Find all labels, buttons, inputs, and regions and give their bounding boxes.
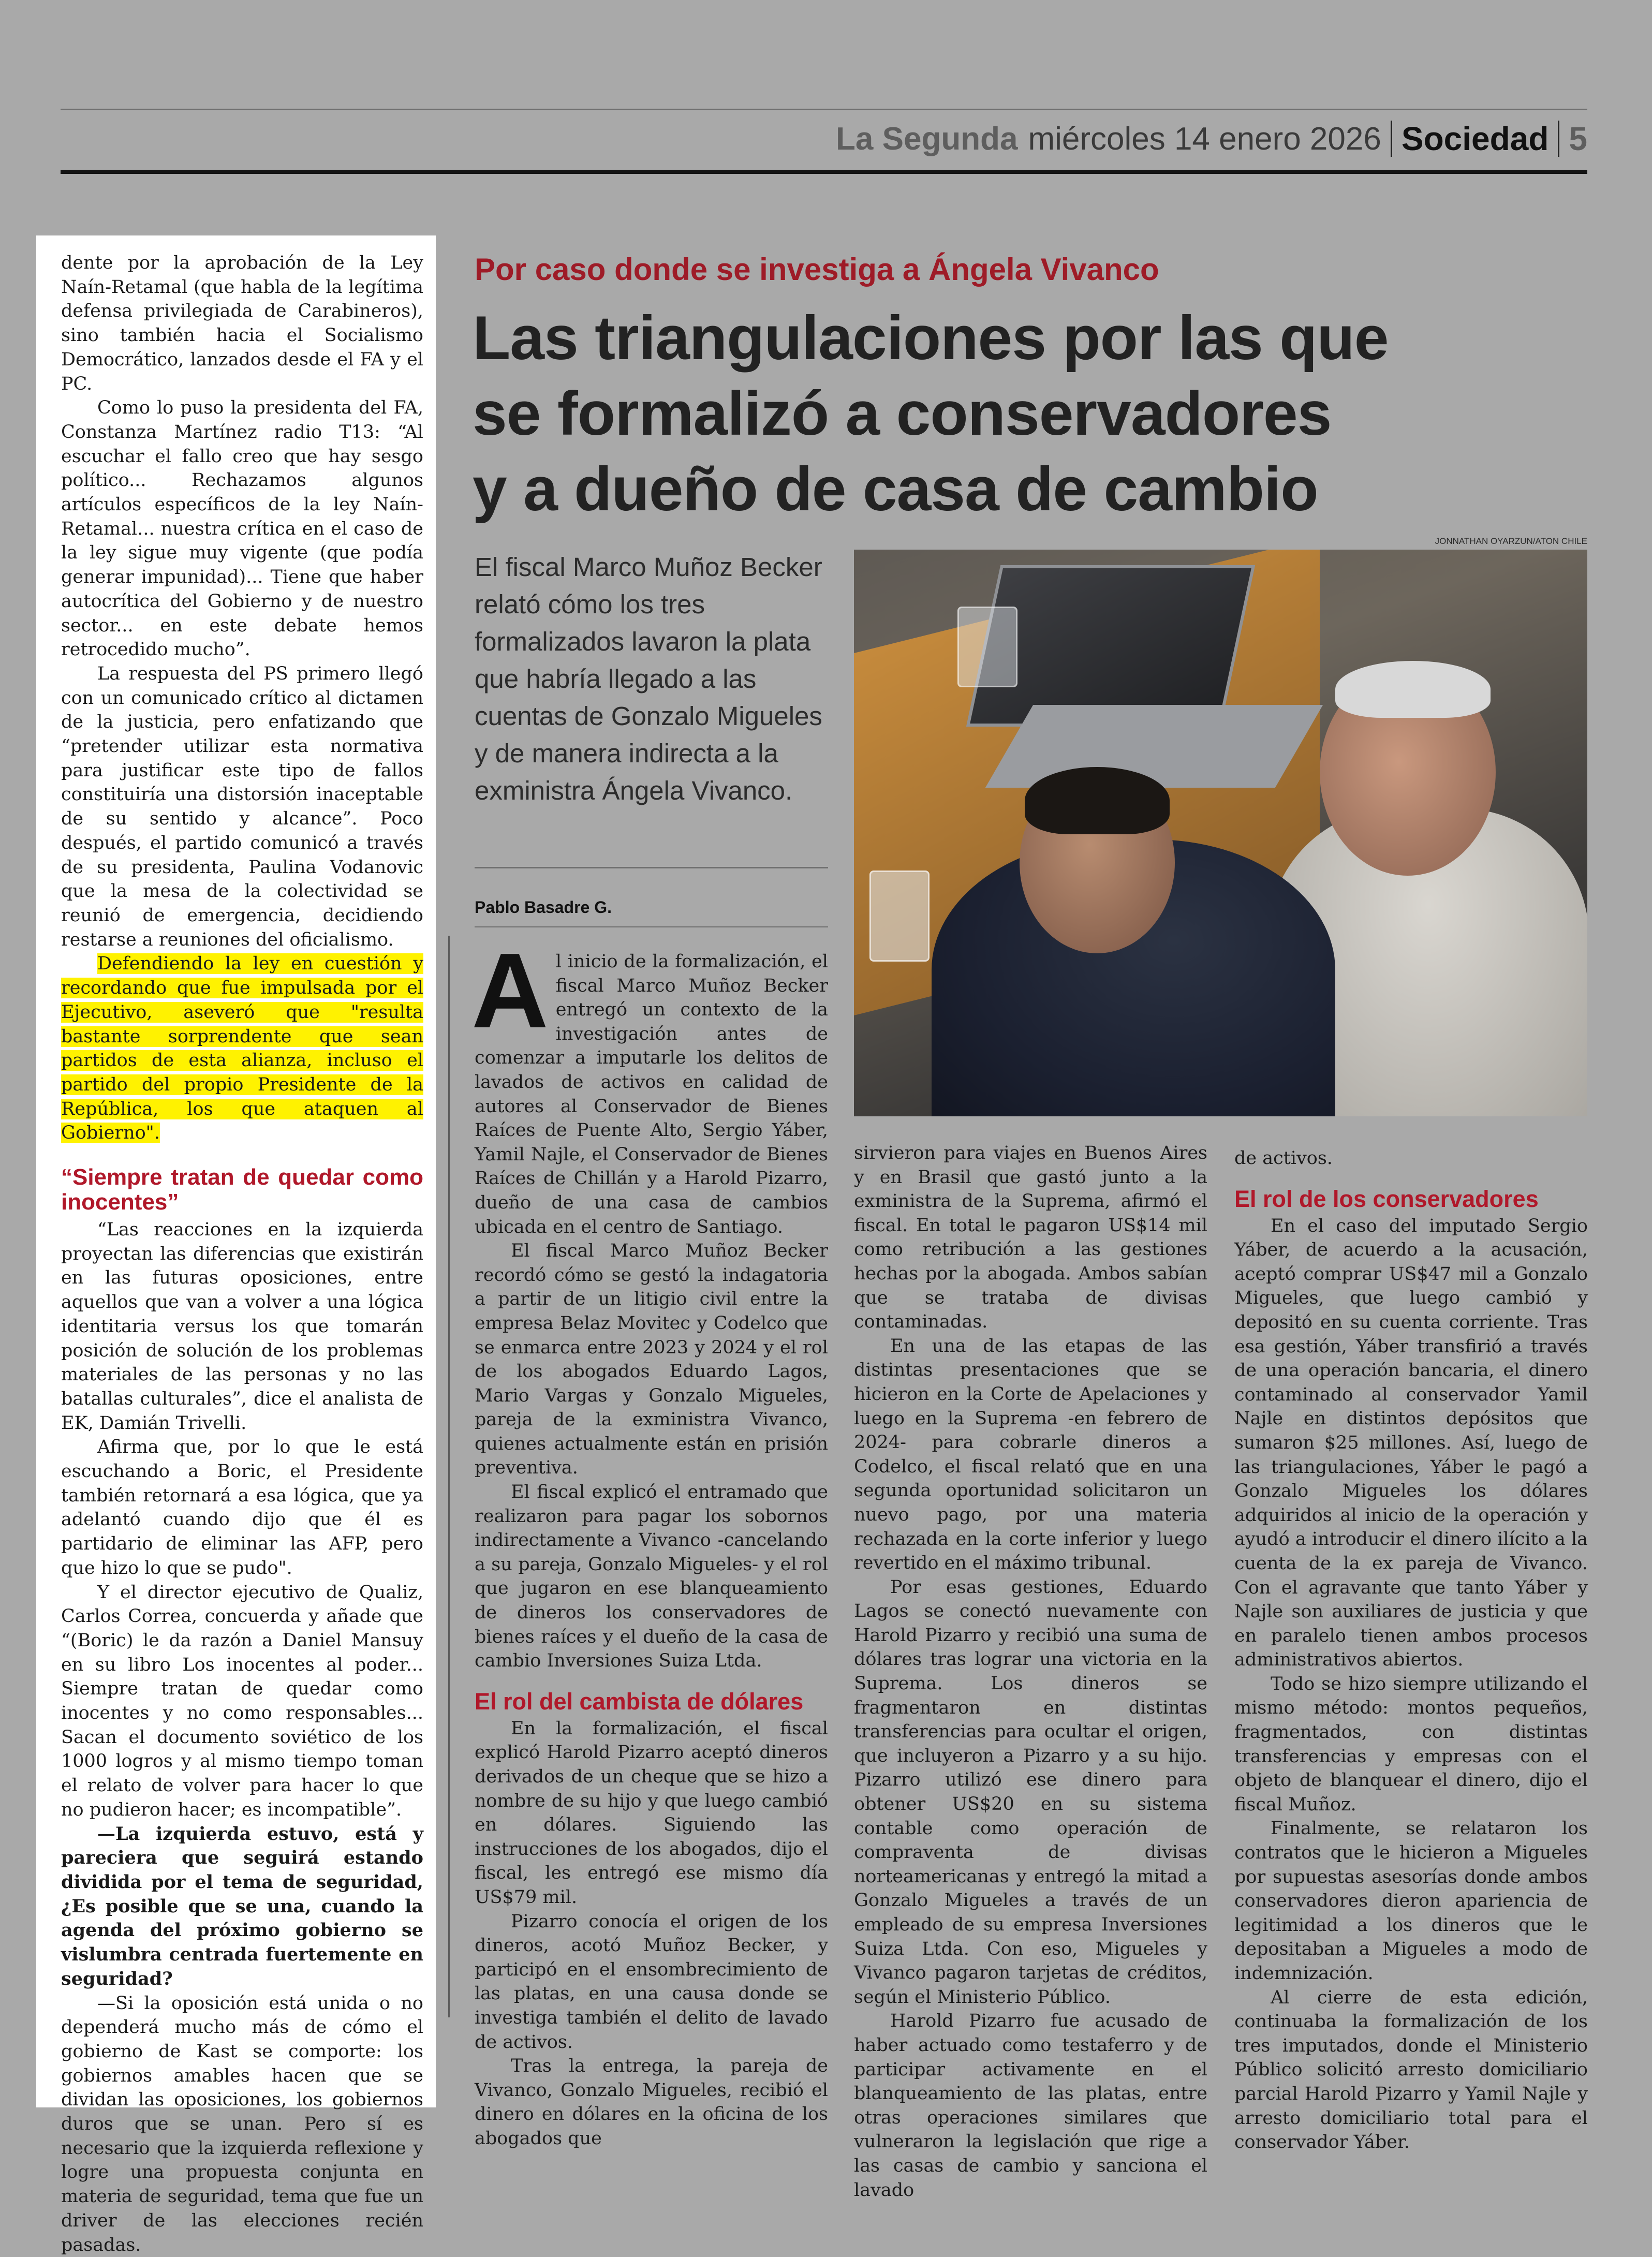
paragraph: En una de las etapas de las distintas presentaciones que se hicieron en la Corte de Apelaciones y luego en la Suprema -en febrero de 2024- para cobrarle dineros a Codelco, el fiscal relató que en una segunda oportunidad solicitaron un nuevo pago, por una materia rechazada en la corte inferior y luego revertido en el máximo tribunal. (854, 1335, 1207, 1574)
deck-rule (475, 867, 828, 868)
paragraph: El fiscal explicó el entramado que realizaron para pagar los sobornos indirectamente a Vivanco -cancelando a su pareja, Gonzalo Migueles- y el rol que jugaron en ese blanqueamiento de dineros los conservadores de bienes raíces y el dueño de la casa de cambio Inversiones Suiza Ltda. (475, 1482, 828, 1672)
photo-keyboard (985, 705, 1323, 788)
paragraph: La respuesta del PS primero llegó con un comunicado crítico al dictamen de la justicia, pero enfatizando que “pretender utilizar esta normativa para justificar este tipo de fallos constituiría una distorsión inaceptable de su sentido y alcance”. Poco después, el partido comunicó a través de su presidenta, Paulina Vodanovic que la mesa de la colectividad se reunió de emergencia, decidiendo restarse a reuniones del oficialismo. (61, 663, 423, 950)
article-kicker: Por caso donde se investiga a Ángela Vivanco (475, 252, 1159, 287)
interview-answer: —Si la oposición está unida o no dependerá mucho más de cómo el gobierno de Kast se comporte: los gobiernos amables hacen que se dividan las oposiciones, los gobiernos duros que se unan. Pero sí es necesario que la izquierda reflexione y logre una propuesta conjunta en materia de seguridad, tema que fue un driver de las elecciones recién pasadas. (61, 1993, 423, 2255)
photo-person-hair (1335, 661, 1491, 718)
masthead-separator (1558, 121, 1559, 157)
photo-glass (957, 607, 1017, 687)
masthead (836, 113, 1587, 165)
headline-line: se formalizó a conservadores (473, 379, 1332, 448)
byline: Pablo Basadre G. (475, 898, 612, 917)
paragraph: Y el director ejecutivo de Qualiz, Carlos Correa, concuerda y añade que “(Boric) le da razón a Daniel Mansuy en su libro Los inocentes al poder... Siempre tratan de quedar como inocentes y no como responsables... Sacan el documento soviético de los 1000 logros y al mismo tiempo toman el relato de volver para hacer lo que no pudieron hacer; es incompatible”. (61, 1582, 423, 1820)
masthead-bottom-rule (61, 170, 1587, 174)
paragraph: Al cierre de esta edición, continuaba la formalización de los tres imputados, donde el Ministerio Público solicitó arresto domiciliario parcial Harold Pizarro y Yamil Najle y arresto domiciliario total para el conservador Yáber. (1234, 1987, 1588, 2153)
left-column-box (36, 235, 436, 2255)
paragraph: Pizarro conocía el origen de los dineros, acotó Muñoz Becker, y participó en el ensombrecimiento de las platas, en una causa donde se investiga también el delito de lavado de activos. (475, 1911, 828, 2053)
article-column-1 (471, 931, 828, 2151)
paragraph: de activos. (1234, 1148, 1333, 1169)
article-subheading: El rol del cambista de dólares (475, 1688, 804, 1715)
paragraph: sirvieron para viajes en Buenos Aires y en Brasil que gastó junto a la exministra de la Suprema, afirmó el fiscal. En total le pagaron US$14 mil como retribución a las gestiones hechas por la abogada. Ambos sabían que se trataba de divisas contaminadas. (854, 1143, 1207, 1333)
paragraph: Todo se hizo siempre utilizando el mismo método: montos pequeños, fragmentados, con distintas transferencias y empresas con el objeto de blanquear el dinero, dijo el fiscal Muñoz. (1234, 1673, 1588, 1815)
paragraph: Tras la entrega, la pareja de Vivanco, Gonzalo Migueles, recibió el dinero en dólares en la oficina de los abogados que (475, 2056, 828, 2149)
article-column-2 (854, 1141, 1207, 2202)
drop-cap: A (471, 931, 549, 1050)
paragraph: El fiscal Marco Muñoz Becker recordó cómo se gestó la indagatoria a partir de un litigio civil entre la empresa Belaz Movitec y Codelco que se enmarca entre 2023 y 2024 y el rol de los abogados Eduardo Lagos, Mario Vargas y Gonzalo Migueles, pareja de la exministra Vivanco, quienes actualmente están en prisión preventiva. (475, 1241, 828, 1479)
column-divider (448, 936, 450, 2017)
paragraph: En la formalización, el fiscal explicó Harold Pizarro aceptó dineros derivados de un cheque que se hizo a nombre de su hijo y que luego cambió en dólares. Siguiendo las instrucciones de los abogados, dijo el fiscal, les entregó ese mismo día US$79 mil. (475, 1718, 828, 1908)
masthead-top-rule (61, 109, 1587, 110)
newspaper-name: La Segunda (836, 121, 1018, 157)
paragraph: dente por la aprobación de la Ley Naín-Retamal (que habla de la legítima defensa privilegiada de Carabineros), sino también hacia el Socialismo Democrático, lanzados desde el FA y el PC. (61, 253, 423, 394)
photo-person-hair (1025, 767, 1170, 834)
headline-line: y a dueño de casa de cambio (473, 454, 1318, 524)
section-name: Sociedad (1401, 120, 1549, 157)
issue-date: miércoles 14 enero 2026 (1028, 121, 1381, 157)
article-headline (473, 300, 1585, 527)
paragraph: Harold Pizarro fue acusado de haber actuado como testaferro y de participar activamente en el blanqueamiento de las platas, entre otras operaciones similares que vulneraron la legislación que rige a las casas de cambio y sanciona el lavado (854, 2011, 1207, 2201)
paragraph: Como lo puso la presidenta del FA, Constanza Martínez radio T13: “Al escuchar el fallo creo que hay sesgo político... Rechazamos algunos artículos específicos de la ley Naín-Retamal... nuestra crítica en el caso de la ley sigue muy vigente (que podía generar impunidad)... Tiene que haber autocrítica del Gobierno y de nuestro sector... en este debate hemos retrocedido mucho”. (61, 397, 423, 660)
photo-glass (869, 871, 930, 962)
photo-credit: JONNATHAN OYARZUN/ATON CHILE (1435, 536, 1587, 546)
article-column-3 (1234, 1146, 1588, 2155)
paragraph: Por esas gestiones, Eduardo Lagos se conectó nuevamente con Harold Pizarro y recibió una suma de dólares tras lograr una victoria en la Suprema. Los dineros se fragmentaron en distintas transferencias para ocultar el origen, que incluyeron a Pizarro y a su hijo. Pizarro utilizó ese dinero para obtener US$20 en su sistema contable como operación de compraventa de divisas norteamericanas y entregó la mitad a Gonzalo Migueles a través de un empleado de su empresa Inversiones Suiza Ltda. Con eso, Migueles y Vivanco pagaron tarjetas de créditos, según el Ministerio Público. (854, 1576, 1207, 2008)
byline-rule (475, 926, 828, 927)
left-column-text (61, 251, 423, 2257)
interview-question: —La izquierda estuvo, está y pareciera que seguirá estando dividida por el tema de seguridad, ¿Es posible que se una, cuando la agenda del próximo gobierno se vislumbra centrada fuertemente en seguridad? (61, 1823, 423, 1989)
article-photo (854, 550, 1587, 1116)
lead-text: l inicio de la formalización, el fiscal Marco Muñoz Becker entregó un contexto de la investigación antes de comenzar a imputarle los delitos de lavados de activos en calidad de autores al Conservador de Bienes Raíces de Puente Alto, Sergio Yáber, Yamil Najle, el Conservador de Bienes Raíces de Chillán y a Harold Pizarro, dueño de una casa de cambios ubicada en el centro de Santiago. (475, 951, 828, 1237)
page-number: 5 (1569, 120, 1587, 157)
lead-paragraph (471, 931, 828, 1239)
paragraph: “Las reacciones en la izquierda proyectan las diferencias que existirán en las futuras oposiciones, entre aquellos que van a volver a una lógica identitaria versus los que tomarán posición de solución de los problemas materiales de las personas y no las batallas culturales”, dice el analista de EK, Damián Trivelli. (61, 1219, 423, 1434)
masthead-separator (1391, 121, 1392, 157)
article-subheading: El rol de los conservadores (1234, 1185, 1539, 1212)
left-subheading: “Siempre tratan de quedar como inocentes” (61, 1164, 423, 1215)
paragraph: Finalmente, se relataron los contratos que le hicieron a Migueles por supuestas asesorías donde ambos conservadores dieron apariencia de legitimidad a los dineros que le depositaban a Migueles a modo de indemnización. (1234, 1818, 1588, 1984)
paragraph: En el caso del imputado Sergio Yáber, de acuerdo a la acusación, aceptó comprar US$47 mil a Gonzalo Migueles, que luego cambió y depositó en su cuenta corriente. Tras esa gestión, Yáber transfirió a través de una operación bancaria, el dinero contaminado al conservador Yamil Najle en distintos depósitos que sumaron $25 millones. Así, luego de las triangulaciones, Yáber le pagó a Gonzalo Migueles los dólares adquiridos al inicio de la operación y ayudó a introducir el dinero ilícito a la cuenta de la ex pareja de Vivanco. Con el agravante que tanto Yáber y Najle son auxiliares de justicia y que en paralelo tienen ambos procesos administrativos abiertos. (1234, 1215, 1588, 1671)
highlighted-text: Defendiendo la ley en cuestión y recordando que fue impulsada por el Ejecutivo, aseveró que "resulta bastante sorprendente que sean partidos de esta alianza, incluso el partido del propio Presidente de la República, los que ataquen al Gobierno". (61, 953, 423, 1144)
article-deck: El fiscal Marco Muñoz Becker relató cómo los tres formalizados lavaron la plata que habría llegado a las cuentas de Gonzalo Migueles y de manera indirecta a la exministra Ángela Vivanco. (475, 552, 822, 805)
highlighted-paragraph (61, 952, 423, 1145)
headline-line: Las triangulaciones por las que (473, 303, 1389, 373)
paragraph: Afirma que, por lo que le está escuchando a Boric, el Presidente también retornará a esa lógica, que ya adelantó cuando dijo que él es partidario de eliminar las AFP, pero que hizo lo que se pudo". (61, 1437, 423, 1579)
